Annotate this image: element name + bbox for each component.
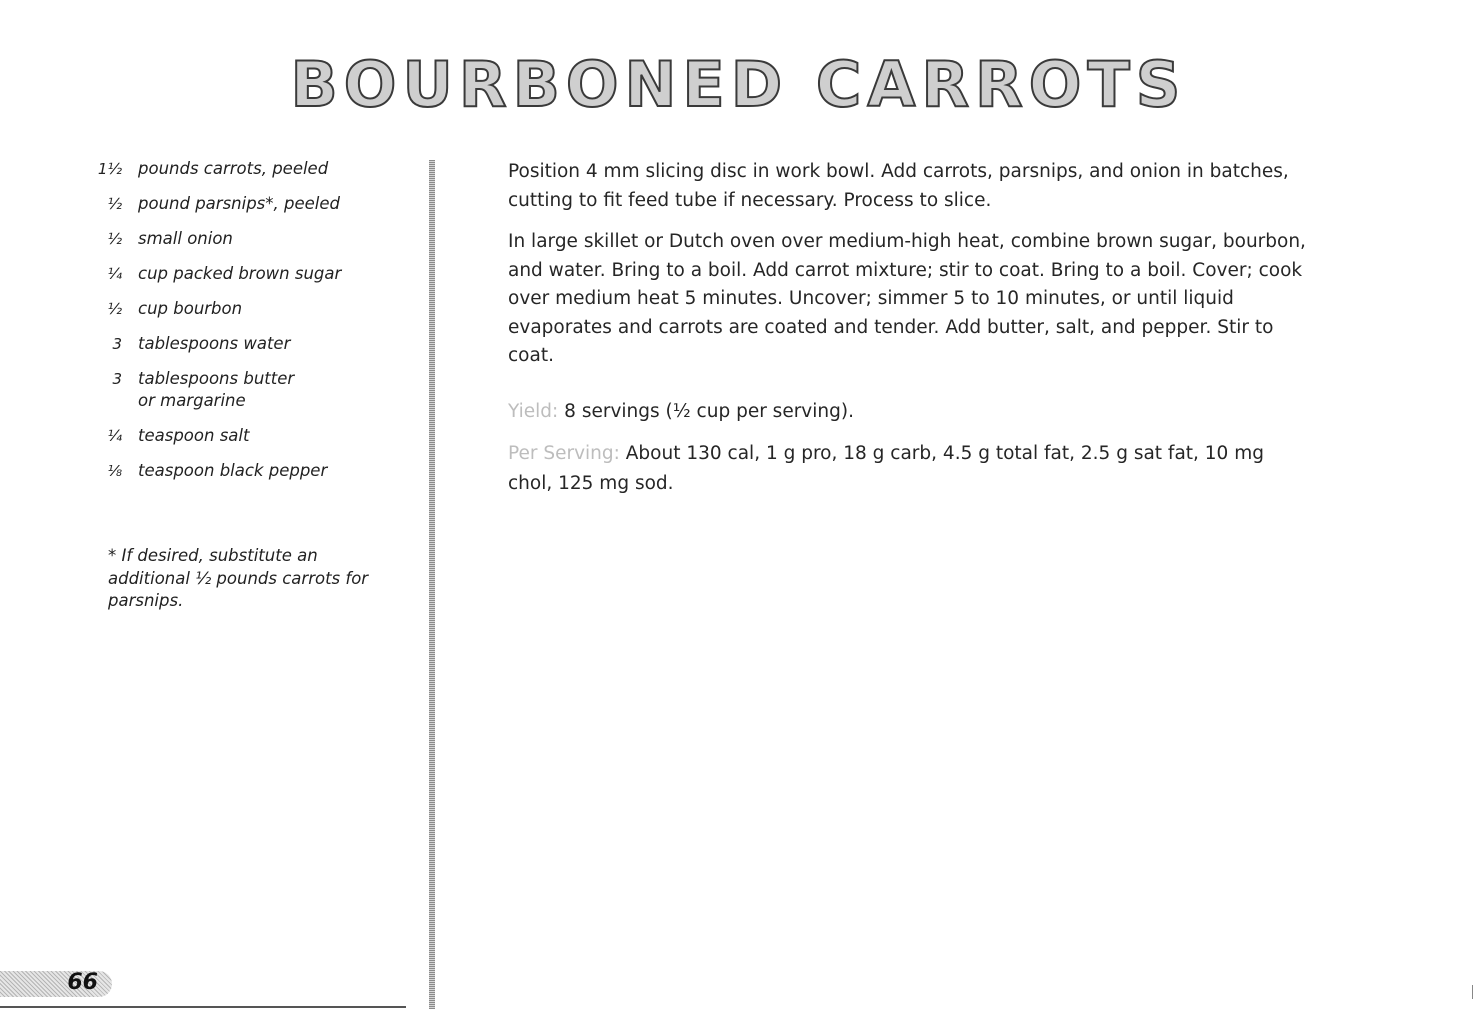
ingredient-text: tablespoons butter or margarine (138, 369, 295, 410)
bottom-rule (0, 1006, 406, 1008)
ingredient-text: cup packed brown sugar (138, 264, 342, 283)
ingredient-quantity: ¼ (107, 265, 122, 283)
yield-label: Yield: (508, 401, 559, 422)
ingredient-item (60, 298, 420, 320)
ingredient-item (60, 193, 420, 215)
column-divider (429, 160, 435, 1009)
ingredient-quantity: ½ (107, 195, 122, 213)
footnote: * If desired, substitute an additional ½ pounds carrots for parsnips. (108, 546, 369, 610)
ingredient-quantity: ⅛ (107, 462, 122, 480)
ingredient-item (60, 228, 420, 250)
ingredient-text: teaspoon black pepper (138, 461, 328, 480)
ingredient-item (60, 263, 420, 285)
ingredient-text: small onion (138, 229, 233, 248)
direction-step: Position 4 mm slicing disc in work bowl. Add carrots, parsnips, and onion in batches, cutting to fit feed tube if necessary. Process to slice. (508, 161, 1289, 211)
ingredient-item (60, 460, 420, 482)
ingredient-text: pounds carrots, peeled (138, 159, 329, 178)
ingredient-list (60, 158, 420, 495)
ingredient-quantity: 3 (112, 335, 122, 353)
ingredient-text: pound parsnips*, peeled (138, 194, 341, 213)
ingredient-quantity: 1½ (97, 160, 122, 178)
ingredient-item (60, 158, 420, 180)
ingredient-text: tablespoons water (138, 334, 291, 353)
ingredient-text: cup bourbon (138, 299, 243, 318)
ingredient-item (60, 333, 420, 355)
direction-step: In large skillet or Dutch oven over medium-high heat, combine brown sugar, bourbon, and water. Bring to a boil. Add carrot mixture; stir to coat. Bring to a boil. Cover; cook over medium heat 5 minutes. Uncover; simmer 5 to 10 minutes, or until liquid evaporates and carrots are coated and tender. Add butter, salt, and pepper. Stir to coat. (508, 231, 1306, 366)
per-serving-text: About 130 cal, 1 g pro, 18 g carb, 4.5 g total fat, 2.5 g sat fat, 10 mg chol, 125 mg sod. (508, 443, 1264, 494)
yield (508, 397, 1308, 427)
ingredient-quantity: ¼ (107, 427, 122, 445)
page-number: 66 (67, 970, 98, 995)
ingredient-text: teaspoon salt (138, 426, 250, 445)
per-serving-label: Per Serving: (508, 443, 620, 464)
yield-text: 8 servings (½ cup per serving). (564, 401, 854, 422)
per-serving (508, 439, 1308, 499)
directions (508, 158, 1308, 384)
ingredient-quantity: 3 (112, 370, 122, 388)
edge-mark (1472, 985, 1473, 999)
ingredient-item (60, 368, 300, 412)
page-number-tab (0, 971, 112, 997)
ingredient-item (60, 425, 420, 447)
ingredient-quantity: ½ (107, 230, 122, 248)
recipe-title: BOURBONED CARROTS (290, 48, 1187, 121)
ingredient-quantity: ½ (107, 300, 122, 318)
